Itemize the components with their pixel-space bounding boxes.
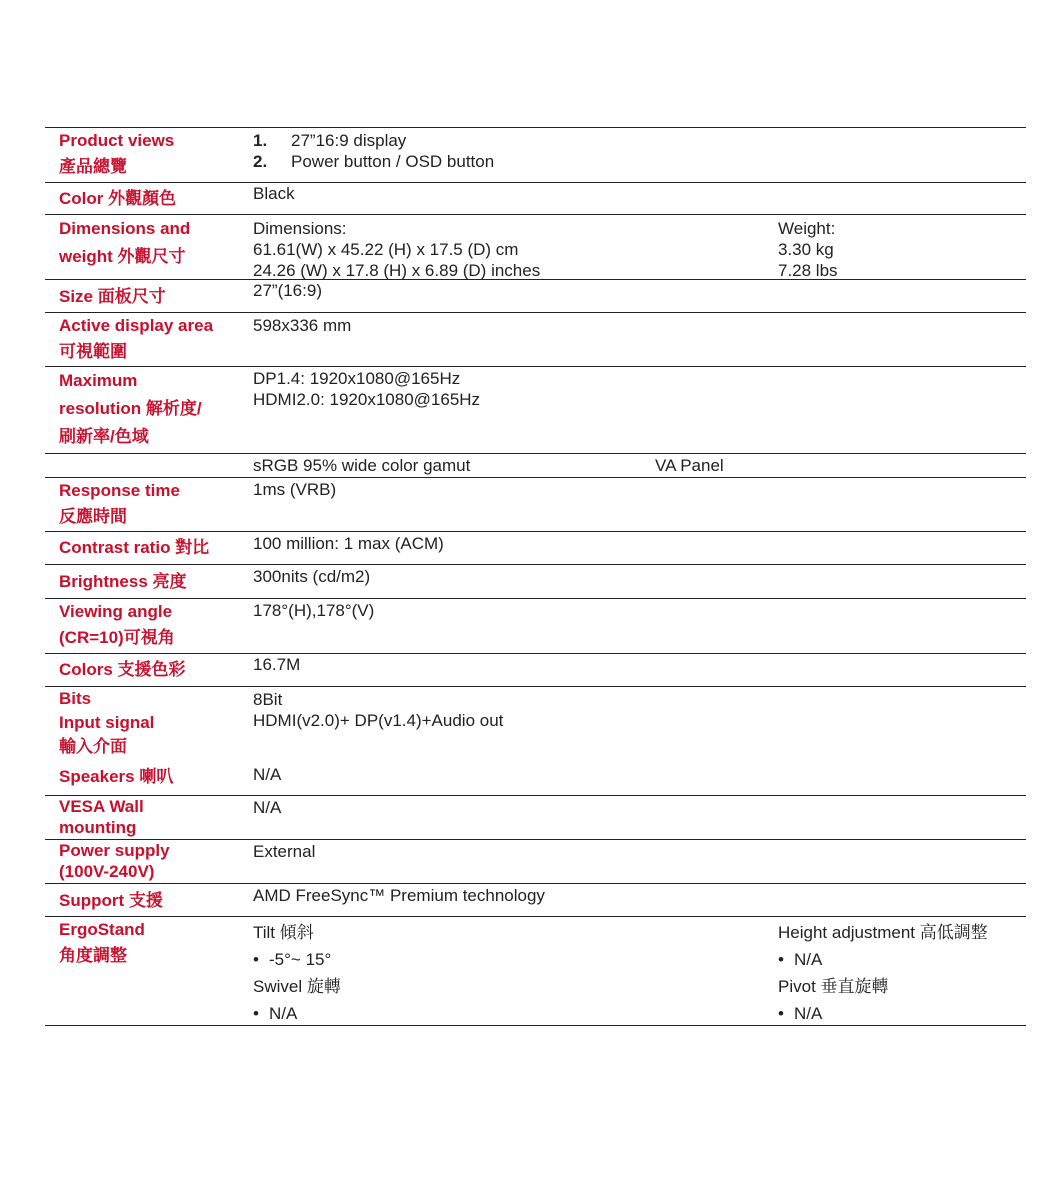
label-line: 刷新率/色域 [59, 427, 149, 446]
spec-label: Color 外觀顏色 [59, 189, 177, 208]
spec-row-gamut [45, 453, 1026, 477]
list-number: 1. [253, 131, 268, 150]
label-line: Speakers 喇叭 [59, 767, 174, 786]
spec-value [253, 130, 494, 172]
list-item: 27”16:9 display [291, 131, 407, 150]
label-line: Maximum [59, 371, 138, 390]
label-line: 反應時間 [59, 507, 127, 526]
ergostand-left [253, 919, 341, 1027]
label-line: 角度調整 [59, 946, 127, 965]
value-line: 24.26 (W) x 17.8 (H) x 6.89 (D) inches [253, 261, 541, 280]
spec-value: 16.7M [253, 655, 301, 674]
spec-row-response [45, 477, 1026, 531]
spec-table [45, 127, 1026, 1026]
spec-row-size [45, 279, 1026, 312]
spec-label: Contrast ratio 對比 [59, 538, 210, 557]
spec-label: Brightness 亮度 [59, 572, 187, 591]
label-line: 產品總覽 [59, 157, 127, 176]
spec-value [253, 368, 480, 410]
value-line: Dimensions: [253, 219, 347, 238]
value-line: 3.30 kg [778, 240, 834, 259]
spec-value: 300nits (cd/m2) [253, 567, 371, 586]
spec-row-resolution [45, 366, 1026, 453]
spec-row-support [45, 883, 1026, 916]
swivel-label: Swivel 旋轉 [253, 977, 341, 996]
spec-value: 1ms (VRB) [253, 480, 337, 499]
label-line: weight 外觀尺寸 [59, 247, 186, 266]
spec-label [59, 599, 249, 651]
list-item: Power button / OSD button [291, 152, 495, 171]
label-line: 可視範圍 [59, 342, 127, 361]
spec-row-active-area [45, 312, 1026, 366]
spec-label [59, 128, 249, 180]
spec-value: AMD FreeSync™ Premium technology [253, 886, 545, 905]
label-line: (100V-240V) [59, 862, 155, 881]
spec-row-contrast [45, 531, 1026, 564]
pivot-label: Pivot 垂直旋轉 [778, 977, 889, 996]
spec-label [59, 917, 249, 969]
spec-row-ergostand [45, 916, 1026, 1026]
label-line: Power supply [59, 841, 170, 860]
label-line: Viewing angle [59, 602, 173, 621]
label-line: Response time [59, 481, 180, 500]
label-line: ErgoStand [59, 920, 145, 939]
spec-row-colors [45, 653, 1026, 686]
list-number: 2. [253, 152, 268, 171]
spec-row-power [45, 839, 1026, 883]
spec-row-dimensions [45, 214, 1026, 279]
label-line: Dimensions and [59, 219, 191, 238]
spec-label [59, 313, 249, 365]
dimensions-value [253, 218, 540, 281]
spec-label: Support 支援 [59, 891, 163, 910]
spec-value: External [253, 842, 316, 861]
spec-value: 178°(H),178°(V) [253, 601, 375, 620]
label-line: Active display area [59, 316, 214, 335]
speakers-value: N/A [253, 765, 282, 784]
spec-value: 27”(16:9) [253, 281, 322, 300]
spec-label [59, 215, 249, 271]
spec-label [59, 796, 249, 838]
value-line: 61.61(W) x 45.22 (H) x 17.5 (D) cm [253, 240, 519, 259]
label-line: Input signal [59, 713, 155, 732]
spec-label [59, 478, 249, 530]
spec-row-product-views [45, 127, 1026, 182]
value-line: Weight: [778, 219, 836, 238]
value-line: DP1.4: 1920x1080@165Hz [253, 369, 461, 388]
spec-row-viewing-angle [45, 598, 1026, 653]
spec-value: Black [253, 184, 295, 203]
spec-row-bits-input-speakers [45, 686, 1026, 795]
spec-label [59, 840, 249, 882]
label-line: Bits [59, 689, 92, 708]
spec-label: Size 面板尺寸 [59, 287, 166, 306]
height-value: • N/A [778, 946, 988, 973]
label-line: mounting [59, 818, 137, 837]
spec-value: 598x336 mm [253, 316, 352, 335]
pivot-value: • N/A [778, 1000, 988, 1027]
label-line: resolution 解析度/ [59, 399, 202, 418]
swivel-value: • N/A [253, 1000, 341, 1027]
weight-value [778, 218, 838, 281]
label-line: VESA Wall [59, 797, 144, 816]
label-line: (CR=10)可視角 [59, 628, 175, 647]
label-line: Product views [59, 131, 175, 150]
input-value: HDMI(v2.0)+ DP(v1.4)+Audio out [253, 711, 504, 730]
spec-label [59, 687, 249, 789]
spec-value: 100 million: 1 max (ACM) [253, 534, 444, 553]
tilt-label: Tilt 傾斜 [253, 923, 314, 942]
spec-label: Colors 支援色彩 [59, 660, 186, 679]
ergostand-right [778, 919, 988, 1027]
spec-row-color [45, 182, 1026, 214]
spec-label [59, 367, 249, 451]
value-line: 7.28 lbs [778, 261, 838, 280]
bits-value: 8Bit [253, 690, 283, 709]
spec-row-vesa [45, 795, 1026, 839]
height-label: Height adjustment 高低調整 [778, 923, 988, 942]
gamut-value: sRGB 95% wide color gamut [253, 456, 471, 475]
spec-value: N/A [253, 798, 282, 817]
spec-row-brightness [45, 564, 1026, 598]
value-line: HDMI2.0: 1920x1080@165Hz [253, 390, 481, 409]
tilt-value: • -5°~ 15° [253, 946, 341, 973]
panel-type: VA Panel [655, 456, 724, 475]
label-line: 輸入介面 [59, 737, 127, 756]
